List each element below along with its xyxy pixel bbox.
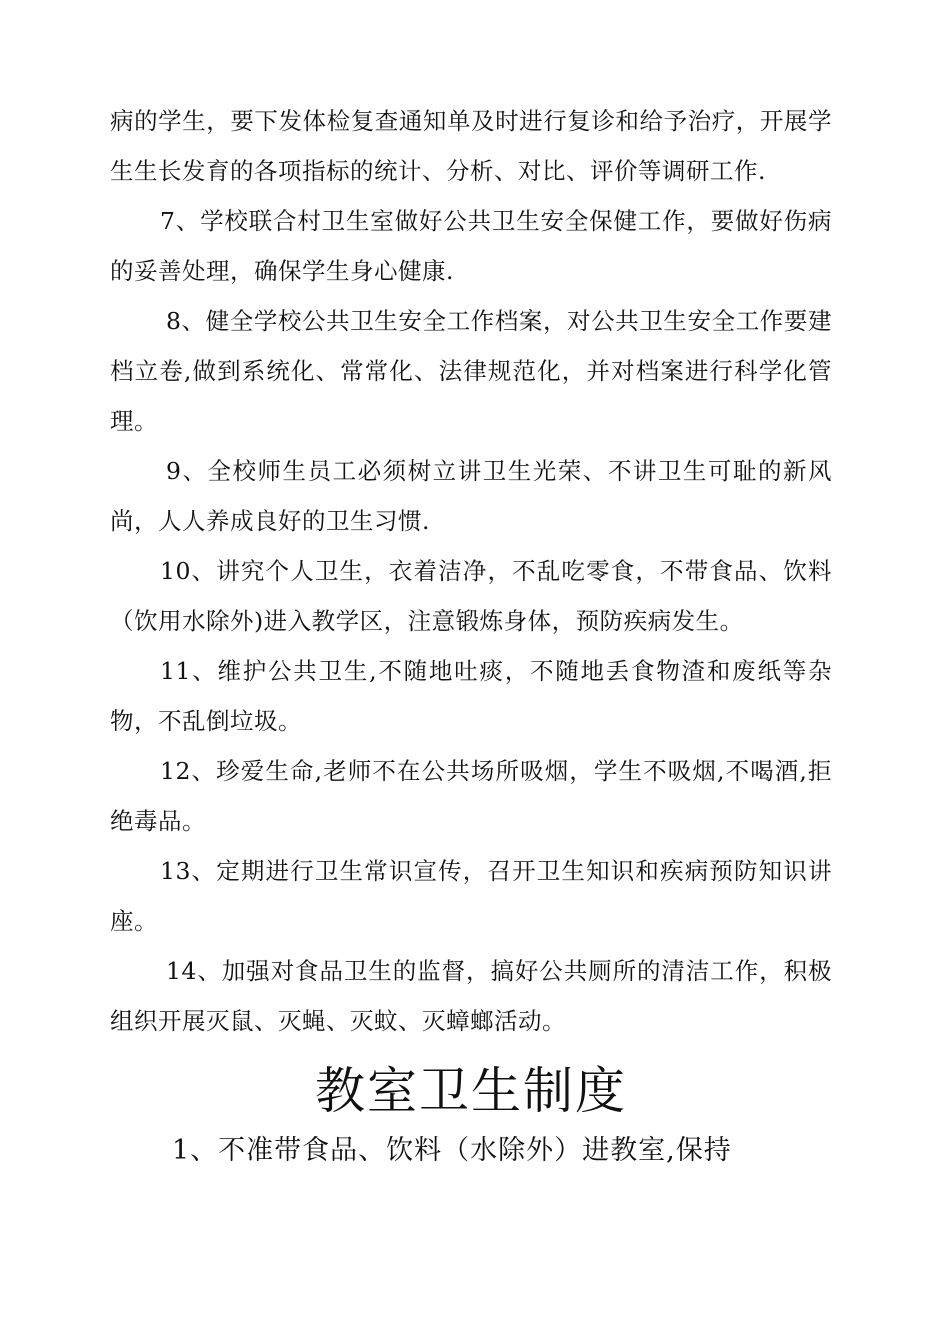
paragraph-item-7: 7、学校联合村卫生室做好公共卫生安全保健工作，要做好伤病的妥善处理，确保学生身心健康. — [110, 207, 832, 285]
paragraph-item-12: 12、珍爱生命,老师不在公共场所吸烟，学生不吸烟,不喝酒,拒绝毒品。 — [110, 757, 832, 835]
paragraph-continuation: 病的学生，要下发体检复查通知单及时进行复诊和给予治疗，开展学生生长发育的各项指标的统计、分析、对比、评价等调研工作. — [110, 107, 832, 185]
paragraph-item-13: 13、定期进行卫生常识宣传，召开卫生知识和疾病预防知识讲座。 — [110, 857, 832, 935]
paragraph-item-14: 14、加强对食品卫生的监督，搞好公共厕所的清洁工作，积极组织开展灭鼠、灭蝇、灭蚊、灭蟑螂活动。 — [110, 957, 832, 1035]
section-title: 教室卫生制度 — [315, 1062, 627, 1120]
paragraph-item-10: 10、讲究个人卫生，衣着洁净，不乱吃零食，不带食品、饮料（饮用水除外)进入教学区，注意锻炼身体，预防疾病发生。 — [110, 557, 832, 635]
document-body — [110, 96, 832, 1176]
paragraph-item-8: 8、健全学校公共卫生安全工作档案，对公共卫生安全工作要建档立卷,做到系统化、常常化、法律规范化，并对档案进行科学化管理。 — [110, 307, 832, 435]
section-paragraph-1: 1、不准带食品、饮料（水除外）进教室,保持 — [172, 1135, 732, 1166]
paragraph-item-9: 9、全校师生员工必须树立讲卫生光荣、不讲卫生可耻的新风尚，人人养成良好的卫生习惯. — [110, 457, 832, 535]
paragraph-item-11: 11、维护公共卫生,不随地吐痰，不随地丢食物渣和废纸等杂物，不乱倒垃圾。 — [110, 657, 832, 735]
